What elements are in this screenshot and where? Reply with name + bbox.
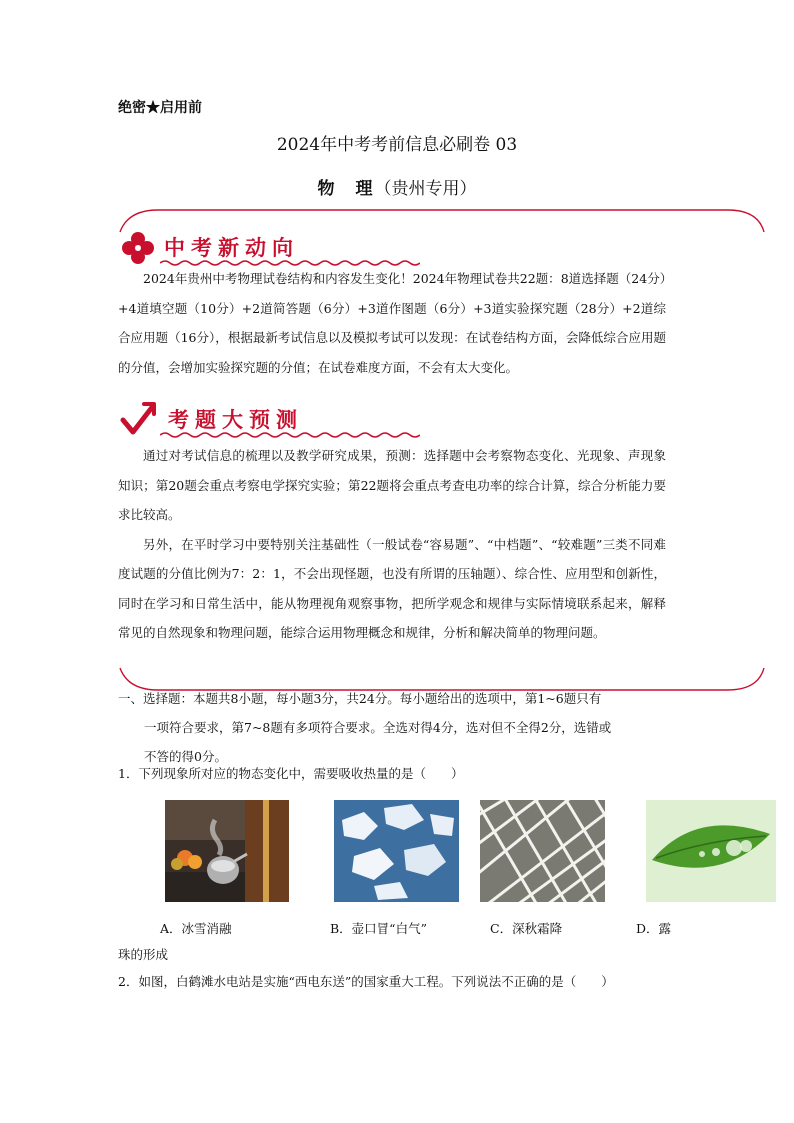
prediction-heading-text: 考题大预测: [168, 408, 303, 432]
trends-paragraph: [118, 264, 666, 382]
dew-leaf-photo: [646, 800, 776, 902]
region-label: （贵州专用）: [374, 179, 477, 199]
prediction-heading: [120, 400, 420, 440]
check-arrow-icon: [120, 400, 158, 438]
question-1-stem: 1．下列现象所对应的物态变化中，需要吸收热量的是（ ）: [118, 766, 464, 781]
subject-label: 物 理: [317, 179, 375, 199]
option-a[interactable]: A．冰雪消融: [160, 921, 232, 936]
instruction-line-2: 一项符合要求，第7~8题有多项符合要求。全选对得4分，选对但不全得2分，选错或: [144, 720, 612, 735]
confidential-label: 绝密★启用前: [118, 100, 202, 116]
trends-text: 2024年贵州中考物理试卷结构和内容发生变化！2024年物理试卷共22题：8道选择题（24分）+4道填空题（10分）+2道简答题（6分）+3道作图题（6分）+3道实验探究题（28分）+2道综合应用题（16分），根据最新考试信息以及模拟考试可以发现：在试卷结构方面，会降低综合应用题的分值，会增加实验探究题的分值；在试卷难度方面，不会有太大变化。: [118, 271, 666, 375]
option-d[interactable]: D．露: [636, 921, 672, 936]
choice-section-instructions: [118, 684, 666, 771]
option-b[interactable]: B．壶口冒“白气”: [330, 921, 427, 936]
kettle-photo: [165, 800, 289, 902]
instruction-line-3: 不答的得0分。: [144, 749, 227, 764]
frost-photo: [480, 800, 605, 902]
wavy-underline: [160, 431, 420, 439]
prediction-para-2: 另外，在平时学习中要特别关注基础性（一般试卷“容易题”、“中档题”、“较难题”三类不同难度试题的分值比例为7：2：1，不会出现怪题，也没有所谓的压轴题）、综合性、应用型和创新性，同时在学习和日常生活中，能从物理视角观察事物，把所学观念和规律与实际情境联系起来，解释常见的自然现象和物理问题，能综合运用物理概念和规律，分析和解决简单的物理问题。: [118, 536, 666, 640]
trends-heading-text: 中考新动向: [164, 236, 299, 260]
option-c[interactable]: C．深秋霜降: [490, 921, 563, 936]
instruction-line-1: 一、选择题：本题共8小题，每小题3分，共24分。每小题给出的选项中，第1~6题只有: [118, 691, 602, 706]
page-title: 2024年中考考前信息必刷卷 03: [276, 135, 518, 155]
prediction-para-1: 通过对考试信息的梳理以及教学研究成果，预测：选择题中会考察物态变化、光现象、声现象知识；第20题会重点考察电学探究实验；第22题将会重点考查电功率的综合计算，综合分析能力要求比较高。: [118, 448, 666, 522]
melting-ice-photo: [334, 800, 459, 902]
clover-icon: [120, 230, 156, 266]
option-d-continuation: 珠的形成: [118, 947, 169, 962]
question-2-stem: 2．如图，白鹤滩水电站是实施“西电东送”的国家重大工程。下列说法不正确的是（ ）: [118, 974, 614, 989]
prediction-paragraphs: [118, 441, 666, 648]
page-subtitle: [0, 174, 794, 199]
